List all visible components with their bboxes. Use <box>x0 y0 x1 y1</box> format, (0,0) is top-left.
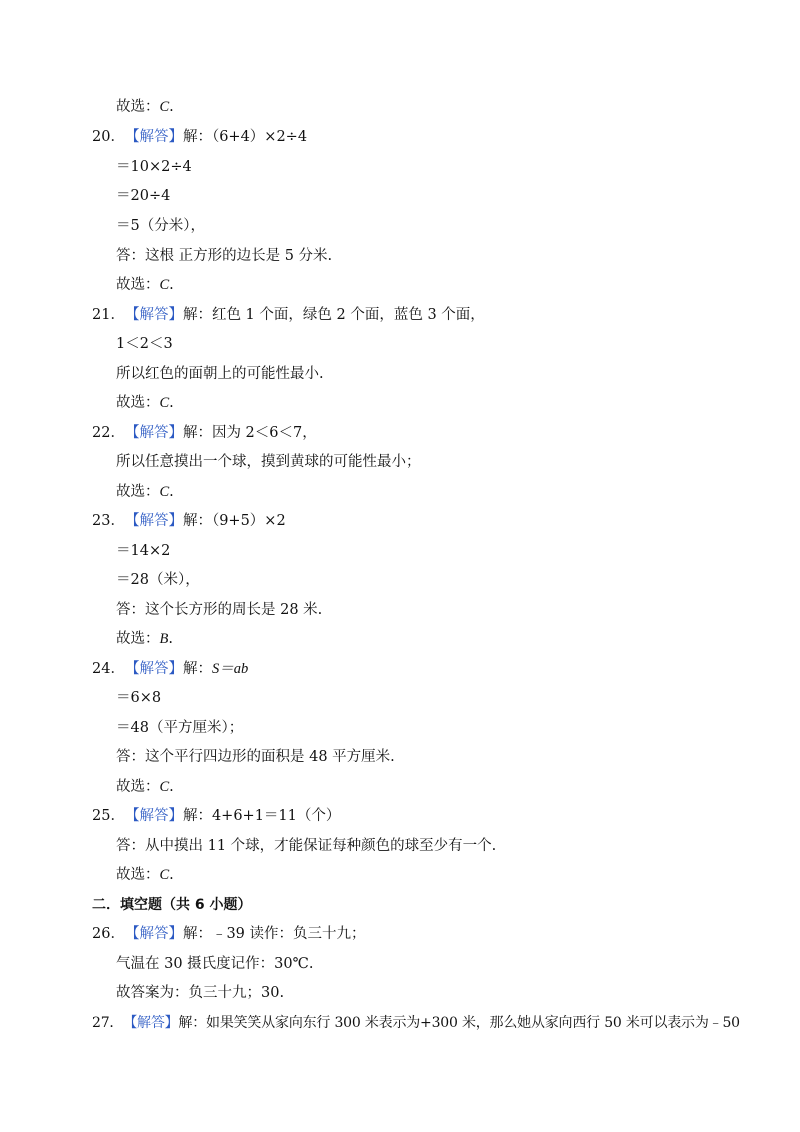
line-text: ＝6×8 <box>116 690 162 706</box>
question-number: 23． <box>92 513 125 529</box>
question-22-header <box>92 423 317 443</box>
line-text: 故选： <box>116 779 160 795</box>
question-number: 25． <box>92 808 125 824</box>
section-heading <box>92 895 252 915</box>
answer-tag: 【解答】 <box>124 808 183 824</box>
line-text: 故答案为：负三十九；30. <box>116 985 285 1001</box>
answer-statement <box>116 747 395 767</box>
line-text: 故选： <box>116 484 160 500</box>
line-tail: . <box>169 484 174 500</box>
question-number: 20． <box>92 129 125 145</box>
answer-letter: C <box>159 779 170 795</box>
answer-letter: C <box>159 867 170 883</box>
answer-letter: C <box>159 484 170 500</box>
answer-line <box>116 983 284 1003</box>
line-tail: . <box>169 99 174 115</box>
question-21-header <box>92 305 485 325</box>
question-24-header <box>92 659 248 679</box>
answer-letter: C <box>159 395 170 411</box>
line-text: 故选： <box>116 99 160 115</box>
line-text: 二．填空题（共 6 小题） <box>92 897 252 913</box>
question-26-header <box>92 924 366 944</box>
line-text: 解： <box>182 661 212 677</box>
line-text: 故选： <box>116 277 160 293</box>
line-text: 解：4+6+1＝11（个） <box>182 808 341 824</box>
answer-line <box>116 482 174 502</box>
formula: S＝ab <box>211 661 249 677</box>
calc-line <box>116 216 205 236</box>
line-tail: . <box>169 779 174 795</box>
line-text: 解：如果笑笑从家向东行 300 米表示为+300 米，那么她从家向西行 50 米可以表示为﹣50 <box>178 1015 740 1031</box>
answer-statement <box>116 452 421 472</box>
line-text: ＝14×2 <box>116 543 171 559</box>
question-number: 21． <box>92 307 125 323</box>
question-number: 27． <box>92 1015 124 1031</box>
line-tail: . <box>169 867 174 883</box>
question-23-header <box>92 511 286 531</box>
answer-tag: 【解答】 <box>124 307 183 323</box>
line-text: 故选： <box>116 631 160 647</box>
line-text: 气温在 30 摄氏度记作：30℃. <box>116 956 314 972</box>
answer-tag: 【解答】 <box>124 926 183 942</box>
answer-letter: C <box>159 99 170 115</box>
line-text: 所以任意摸出一个球，摸到黄球的可能性最小； <box>116 454 421 470</box>
answer-statement <box>116 600 322 620</box>
answer-letter: C <box>159 277 170 293</box>
question-20-header <box>92 127 307 147</box>
line-text: 故选： <box>116 867 160 883</box>
calc-line <box>116 688 161 708</box>
line-text: ＝28（米）， <box>116 572 200 588</box>
answer-tag: 【解答】 <box>124 425 183 441</box>
line-text: ＝48（平方厘米）； <box>116 720 244 736</box>
answer-line <box>116 97 174 117</box>
answer-statement <box>116 364 324 384</box>
answer-line <box>116 393 174 413</box>
answer-letter: B <box>159 631 169 647</box>
answer-line <box>116 275 174 295</box>
calc-line <box>116 541 170 561</box>
answer-statement <box>116 246 332 266</box>
line-tail: . <box>168 631 173 647</box>
answer-tag: 【解答】 <box>123 1015 179 1031</box>
calc-line <box>116 718 243 738</box>
line-tail: . <box>169 277 174 293</box>
line-text: 所以红色的面朝上的可能性最小. <box>116 366 324 382</box>
line-text: 解：﹣39 读作：负三十九； <box>182 926 366 942</box>
answer-statement <box>116 954 313 974</box>
calc-line <box>116 570 200 590</box>
calc-line <box>116 157 192 177</box>
line-text: 答：这根 正方形的边长是 5 分米. <box>116 248 333 264</box>
calc-line <box>116 334 173 354</box>
answer-line <box>116 865 174 885</box>
line-text: ＝10×2÷4 <box>116 159 192 175</box>
answer-tag: 【解答】 <box>124 661 183 677</box>
answer-tag: 【解答】 <box>124 513 183 529</box>
question-number: 24． <box>92 661 125 677</box>
answer-tag: 【解答】 <box>124 129 183 145</box>
line-text: 答：从中摸出 11 个球，才能保证每种颜色的球至少有一个. <box>116 838 497 854</box>
line-text: 答：这个长方形的周长是 28 米. <box>116 602 323 618</box>
line-text: 解：红色 1 个面，绿色 2 个面，蓝色 3 个面， <box>182 307 485 323</box>
answer-line <box>116 629 173 649</box>
line-text: ＝20÷4 <box>116 188 171 204</box>
line-text: 解：（9+5）×2 <box>182 513 286 529</box>
line-tail: . <box>169 395 174 411</box>
question-27-header <box>92 1013 740 1033</box>
line-text: 解：因为 2＜6＜7， <box>182 425 317 441</box>
line-text: 解：（6+4）×2÷4 <box>182 129 308 145</box>
line-text: 答：这个平行四边形的面积是 48 平方厘米. <box>116 749 395 765</box>
question-number: 26． <box>92 926 125 942</box>
line-text: ＝5（分米）， <box>116 218 205 234</box>
line-text: 1＜2＜3 <box>116 336 173 352</box>
answer-line <box>116 777 174 797</box>
line-text: 故选： <box>116 395 160 411</box>
question-25-header <box>92 806 340 826</box>
answer-statement <box>116 836 496 856</box>
question-number: 22． <box>92 425 125 441</box>
calc-line <box>116 186 170 206</box>
